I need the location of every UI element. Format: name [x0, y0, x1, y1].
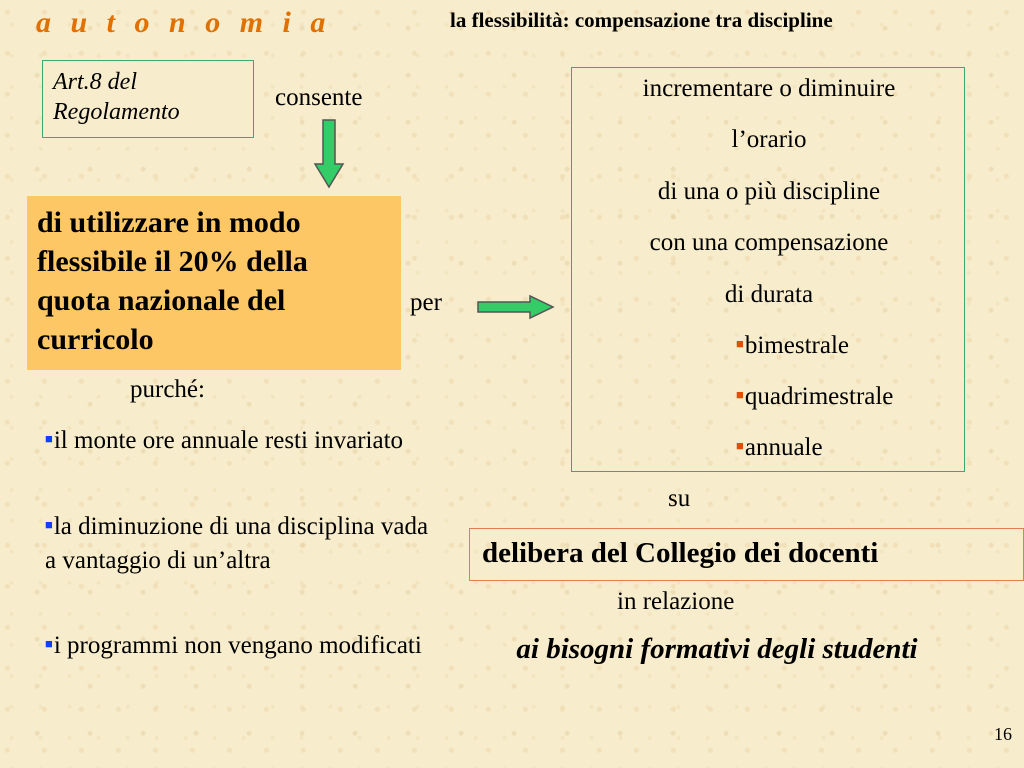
art-box-line2: Regolamento: [53, 99, 180, 125]
duration-quadrimestrale: [736, 383, 893, 411]
condition-item: [45, 424, 435, 458]
right-line5: di durata: [724, 281, 814, 308]
page-number: 16: [994, 724, 1012, 744]
duration-label: bimestrale: [744, 332, 849, 359]
bullet-icon: ■: [45, 636, 53, 651]
bullet-icon: ■: [736, 336, 744, 351]
duration-label: annuale: [744, 434, 823, 461]
main-statement-box: [27, 196, 401, 370]
per-label: per: [410, 289, 442, 316]
duration-annuale: [736, 434, 823, 462]
bullet-icon: ■: [45, 517, 53, 532]
bisogni-text: ai bisogni formativi degli studenti: [516, 633, 918, 665]
su-label: su: [668, 485, 691, 512]
condition-item: [45, 510, 435, 578]
bullet-icon: ■: [736, 387, 744, 402]
delibera-box: delibera del Collegio dei docenti: [469, 528, 1024, 581]
purche-label: purché:: [130, 376, 205, 403]
condition-text: il monte ore annuale resti invariato: [53, 427, 404, 454]
art-box-line1: Art.8 del: [53, 69, 137, 95]
condition-text: la diminuzione di una disciplina vada a vantaggio di un’altra: [45, 513, 429, 574]
duration-bimestrale: [736, 332, 849, 360]
right-line4: con una compensazione: [649, 229, 889, 256]
condition-text: i programmi non vengano modificati: [53, 632, 422, 659]
right-arrow-icon: [476, 294, 556, 320]
main-line3: quota nazionale del: [37, 284, 286, 317]
down-arrow-icon: [313, 118, 345, 190]
slide-title: a u t o n o m i a: [36, 6, 332, 39]
art-box: [42, 60, 254, 138]
slide-subtitle: la flessibilità: compensazione tra discipline: [450, 8, 833, 32]
right-line2: l’orario: [731, 126, 807, 153]
main-line1: di utilizzare in modo: [37, 206, 301, 239]
right-line3: di una o più discipline: [657, 178, 881, 205]
main-line2: flessibile il 20% della: [37, 245, 308, 278]
bullet-icon: ■: [45, 431, 53, 446]
condition-item: [45, 629, 435, 663]
consente-label: consente: [275, 84, 363, 111]
relazione-label: in relazione: [617, 588, 735, 615]
right-line1: incrementare o diminuire: [642, 75, 896, 102]
duration-label: quadrimestrale: [744, 383, 894, 410]
main-line4: curricolo: [37, 323, 154, 356]
flexibility-box: [571, 67, 965, 472]
bullet-icon: ■: [736, 438, 744, 453]
